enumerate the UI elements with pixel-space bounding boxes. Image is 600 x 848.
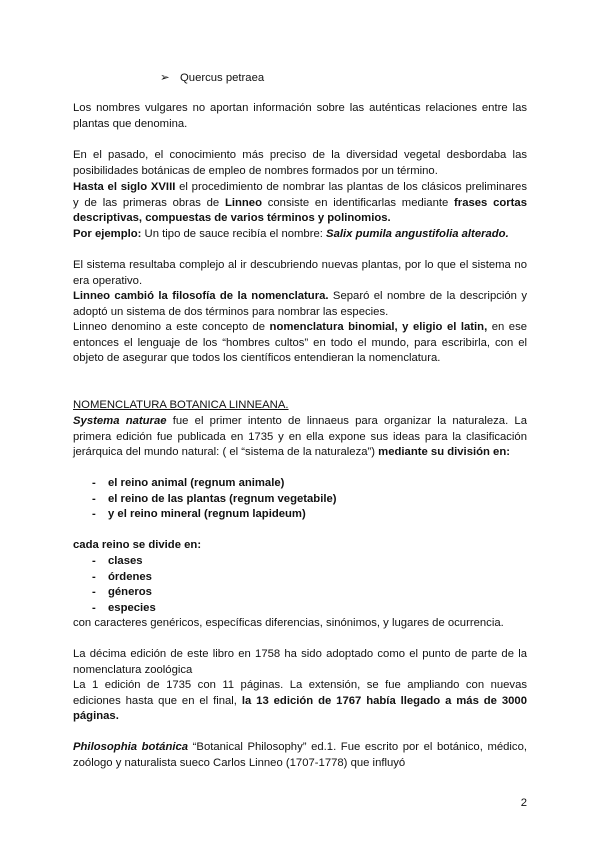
bold-text: Hasta el siglo XVIII — [73, 181, 176, 193]
paragraph-decima-edicion: La décima edición de este libro en 1758 ha sido adoptado como el punto de parte de la nomenclatura zoológica — [73, 648, 527, 676]
text-run: Linneo denomino a este concepto de — [73, 321, 270, 333]
paragraph-siglo-xviii — [73, 180, 527, 227]
arrow-bullet-icon: ➢ — [160, 72, 170, 84]
list-item: - géneros — [92, 585, 156, 601]
list-item: - el reino de las plantas (regnum vegetabile) — [92, 492, 337, 508]
text-run: en ese entonces el lenguaje de los “hombres cultos” en todo el mundo, para escribirla, con el objeto de asegurar que todos los científicos entendieran la nomenclatura. — [73, 321, 527, 365]
text-run: consiste en identificarlas mediante — [261, 196, 455, 209]
bold-text: Linneo cambió la filosofía de la nomenclatura. — [73, 290, 329, 302]
paragraph-pasado: En el pasado, el conocimiento más preciso de la diversidad vegetal desbordaba las posibilidades botánicas de empleo de nombres formados por un término. — [73, 149, 527, 177]
text-run: el procedimiento de nombrar las plantas de los clásicos preliminares y de las primeras obras de — [73, 181, 527, 209]
bullet-text: Quercus petraea — [180, 72, 265, 84]
paragraph-philosophia-botanica — [73, 740, 527, 771]
paragraph-cada-reino: cada reino se divide en: — [73, 539, 202, 551]
bold-text: la 13 edición de 1767 había llegado a más de 3000 páginas. — [73, 694, 527, 723]
paragraph-systema-naturae — [73, 414, 527, 461]
paragraph-sistema-complejo: El sistema resultaba complejo al ir descubriendo nuevas plantas, por lo que el sistema no era operativo. — [73, 259, 527, 287]
bold-text: Por ejemplo: — [73, 228, 142, 240]
bold-text: mediante su división en: — [378, 446, 510, 459]
bold-italic-text: Philosophia botánica — [73, 741, 189, 753]
bullet-item-quercus — [160, 71, 264, 87]
text-run: fue el primer intento de linnaeus para organizar la naturaleza. La primera edición fue publicada en 1735 y en ella expone sus ideas para la clasificación jerárquica del mundo natural: ( el “sistema de la naturaleza”) — [73, 415, 528, 459]
paragraph-linneo-cambio — [73, 289, 527, 320]
kingdoms-list — [92, 476, 337, 523]
page-number: 2 — [520, 797, 527, 809]
paragraph-nombres-vulgares: Los nombres vulgares no aportan información sobre las auténticas relaciones entre las plantas que denomina. — [73, 102, 527, 130]
list-item: - y el reino mineral (regnum lapideum) — [92, 507, 337, 523]
ranks-list — [92, 554, 156, 616]
section-heading: NOMENCLATURA BOTANICA LINNEANA. — [73, 399, 289, 411]
text-run: Separó el nombre de la descripción y adoptó un sistema de dos términos para nombrar las especies. — [73, 290, 527, 318]
paragraph-caracteres: con caracteres genéricos, específicas diferencias, sinónimos, y lugares de ocurrencia. — [73, 617, 504, 629]
text-run: Un tipo de sauce recibía el nombre: — [141, 228, 327, 240]
text-run: “Botanical Philosophy” ed.1. Fue escrito por el botánico, médico, zoólogo y naturalista sueco Carlos Linneo (1707-1778) que influyó — [73, 741, 527, 769]
text-run: La 1 edición de 1735 con 11 páginas. La extensión, se fue ampliando con nuevas ediciones hasta que en el final, — [73, 679, 527, 707]
list-item: - órdenes — [92, 570, 156, 586]
bold-italic-text: Systema naturae — [73, 415, 167, 427]
paragraph-nomenclatura-binomial — [73, 320, 527, 367]
paragraph-ejemplo — [73, 227, 527, 243]
bold-text: nomenclatura binomial, y eligio el latin, — [269, 321, 488, 333]
list-item: - clases — [92, 554, 156, 570]
bold-italic-text: Salix pumila angustifolia alterado. — [326, 228, 509, 240]
list-item: - especies — [92, 601, 156, 617]
paragraph-ediciones — [73, 678, 527, 725]
bold-text: frases cortas descriptivas, compuestas de varios términos y polinomios. — [73, 196, 527, 225]
bold-text: Linneo — [224, 196, 262, 209]
list-item: - el reino animal (regnum animale) — [92, 476, 337, 492]
